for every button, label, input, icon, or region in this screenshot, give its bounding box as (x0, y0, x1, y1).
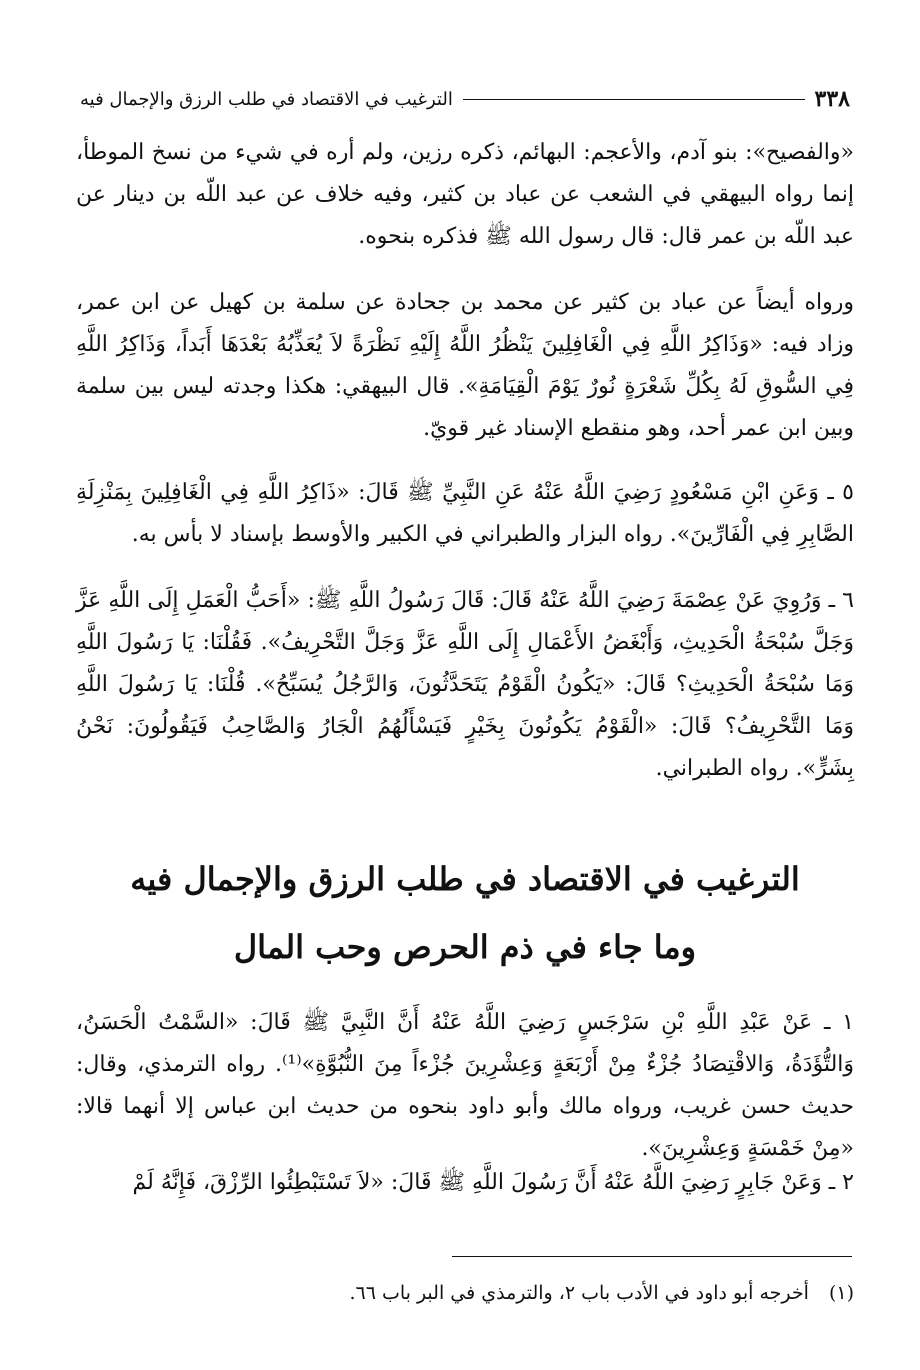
paragraph-text: ورواه أيضاً عن عباد بن كثير عن محمد بن جحادة عن سلمة بن كهيل عن ابن عمر، وزاد فيه: «وَذَاكِرُ اللَّهِ فِي الْغَافِلِينَ يَنْظُرُ اللَّهُ إِلَيْهِ نَظْرَةً لاَ يُعَذِّبُهُ بَعْدَهَا أَبَداً، وَذَاكِرُ اللَّهِ فِي السُّوقِ لَهُ بِكُلِّ شَعْرَةٍ نُورٌ يَوْمَ الْقِيَامَةِ». قال البيهقي: هكذا وجدته ليس بين سلمة وبين ابن عمر أحد، وهو منقطع الإسناد غير قويّ. (76, 290, 854, 441)
paragraph-text: ٥ ـ وَعَنِ ابْنِ مَسْعُودٍ رَضِيَ اللَّهُ عَنْهُ عَنِ النَّبِيِّ ﷺ قَالَ: «ذَاكِرُ اللَّهِ فِي الْغَافِلِينَ بِمَنْزِلَةِ الصَّابِرِ فِي الْفَارِّينَ». رواه البزار والطبراني في الكبير والأوسط بإسناد لا بأس به. (76, 480, 854, 547)
paragraph-text: ٢ ـ وَعَنْ جَابِرٍ رَضِيَ اللَّهُ عَنْهُ أَنَّ رَسُولَ اللَّهِ ﷺ قَالَ: «لاَ تَسْتَبْطِئُوا الرِّزْقَ، فَإِنَّهُ لَمْ (132, 1170, 854, 1195)
footnote-text: أخرجه أبو داود في الأدب باب ٢، والترمذي في البر باب ٦٦. (349, 1282, 809, 1304)
section-heading-line-1: الترغيب في الاقتصاد في طلب الرزق والإجمال فيه (130, 860, 800, 898)
paragraph-fasih-commentary (76, 132, 854, 258)
paragraph-text: ١ ـ عَنْ عَبْدِ اللَّهِ بْنِ سَرْجَسٍ رَضِيَ اللَّهُ عَنْهُ أَنَّ النَّبِيَّ ﷺ قَالَ: «السَّمْتُ الْحَسَنُ، وَالتُّؤَدَةُ، وَالاقْتِصَادُ جُزْءٌ مِنْ أَرْبَعَةٍ وَعِشْرِينَ جُزْءاً مِنَ النُّبُوَّةِ»⁽¹⁾. رواه الترمذي، وقال: حديث حسن غريب، ورواه مالك وأبو داود بنحوه من حديث ابن عباس إلا أنهما قالا: «مِنْ خَمْسَةٍ وَعِشْرِينَ». (76, 1010, 855, 1161)
paragraph-text: ٦ ـ وَرُوِيَ عَنْ عِصْمَةَ رَضِيَ اللَّهُ عَنْهُ قَالَ: قَالَ رَسُولُ اللَّهِ ﷺ: «أَحَبُّ الْعَمَلِ إِلَى اللَّهِ عَزَّ وَجَلَّ سُبْحَةُ الْحَدِيثِ، وَأَبْغَضُ الأَعْمَالِ إِلَى اللَّهِ عَزَّ وَجَلَّ التَّحْرِيفُ». فَقُلْنَا: يَا رَسُولَ اللَّهِ وَمَا سُبْحَةُ الْحَدِيثِ؟ قَالَ: «يَكُونُ الْقَوْمُ يَتَحَدَّثُونَ، وَالرَّجُلُ يُسَبِّحُ». قُلْنَا: يَا رَسُولَ اللَّهِ وَمَا التَّحْرِيفُ؟ قَالَ: «الْقَوْمُ يَكُونُونَ بِخَيْرٍ فَيَسْأَلُهُمُ الْجَارُ وَالصَّاحِبُ فَيَقُولُونَ: نَحْنُ بِشَرٍّ». رواه الطبراني. (76, 588, 854, 781)
section-heading-line-2: وما جاء في ذم الحرص وحب المال (233, 928, 697, 966)
running-header-title: الترغيب في الاقتصاد في طلب الرزق والإجمال فيه (80, 88, 453, 110)
page-number: ٣٣٨ (814, 86, 850, 112)
hadith-5 (76, 472, 854, 556)
footnote-marker: (١) (828, 1282, 854, 1304)
header-rule (463, 99, 805, 100)
footnote (76, 1278, 854, 1308)
hadith-6 (76, 580, 854, 790)
paragraph-ibn-umar-addition (76, 282, 854, 450)
hadith-1 (76, 1002, 854, 1170)
hadith-2 (76, 1162, 854, 1204)
paragraph-text: «والفصيح»: بنو آدم، والأعجم: البهائم، ذكره رزين، ولم أره في شيء من نسخ الموطأ، إنما رواه البيهقي في الشعب عن عباد بن كثير، وفيه خلاف عن عبد اللّه بن دينار عن عبد اللّه بن عمر قال: قال رسول الله ﷺ فذكره بنحوه. (76, 140, 854, 249)
footnote-separator (452, 1256, 852, 1257)
running-header (80, 86, 850, 112)
